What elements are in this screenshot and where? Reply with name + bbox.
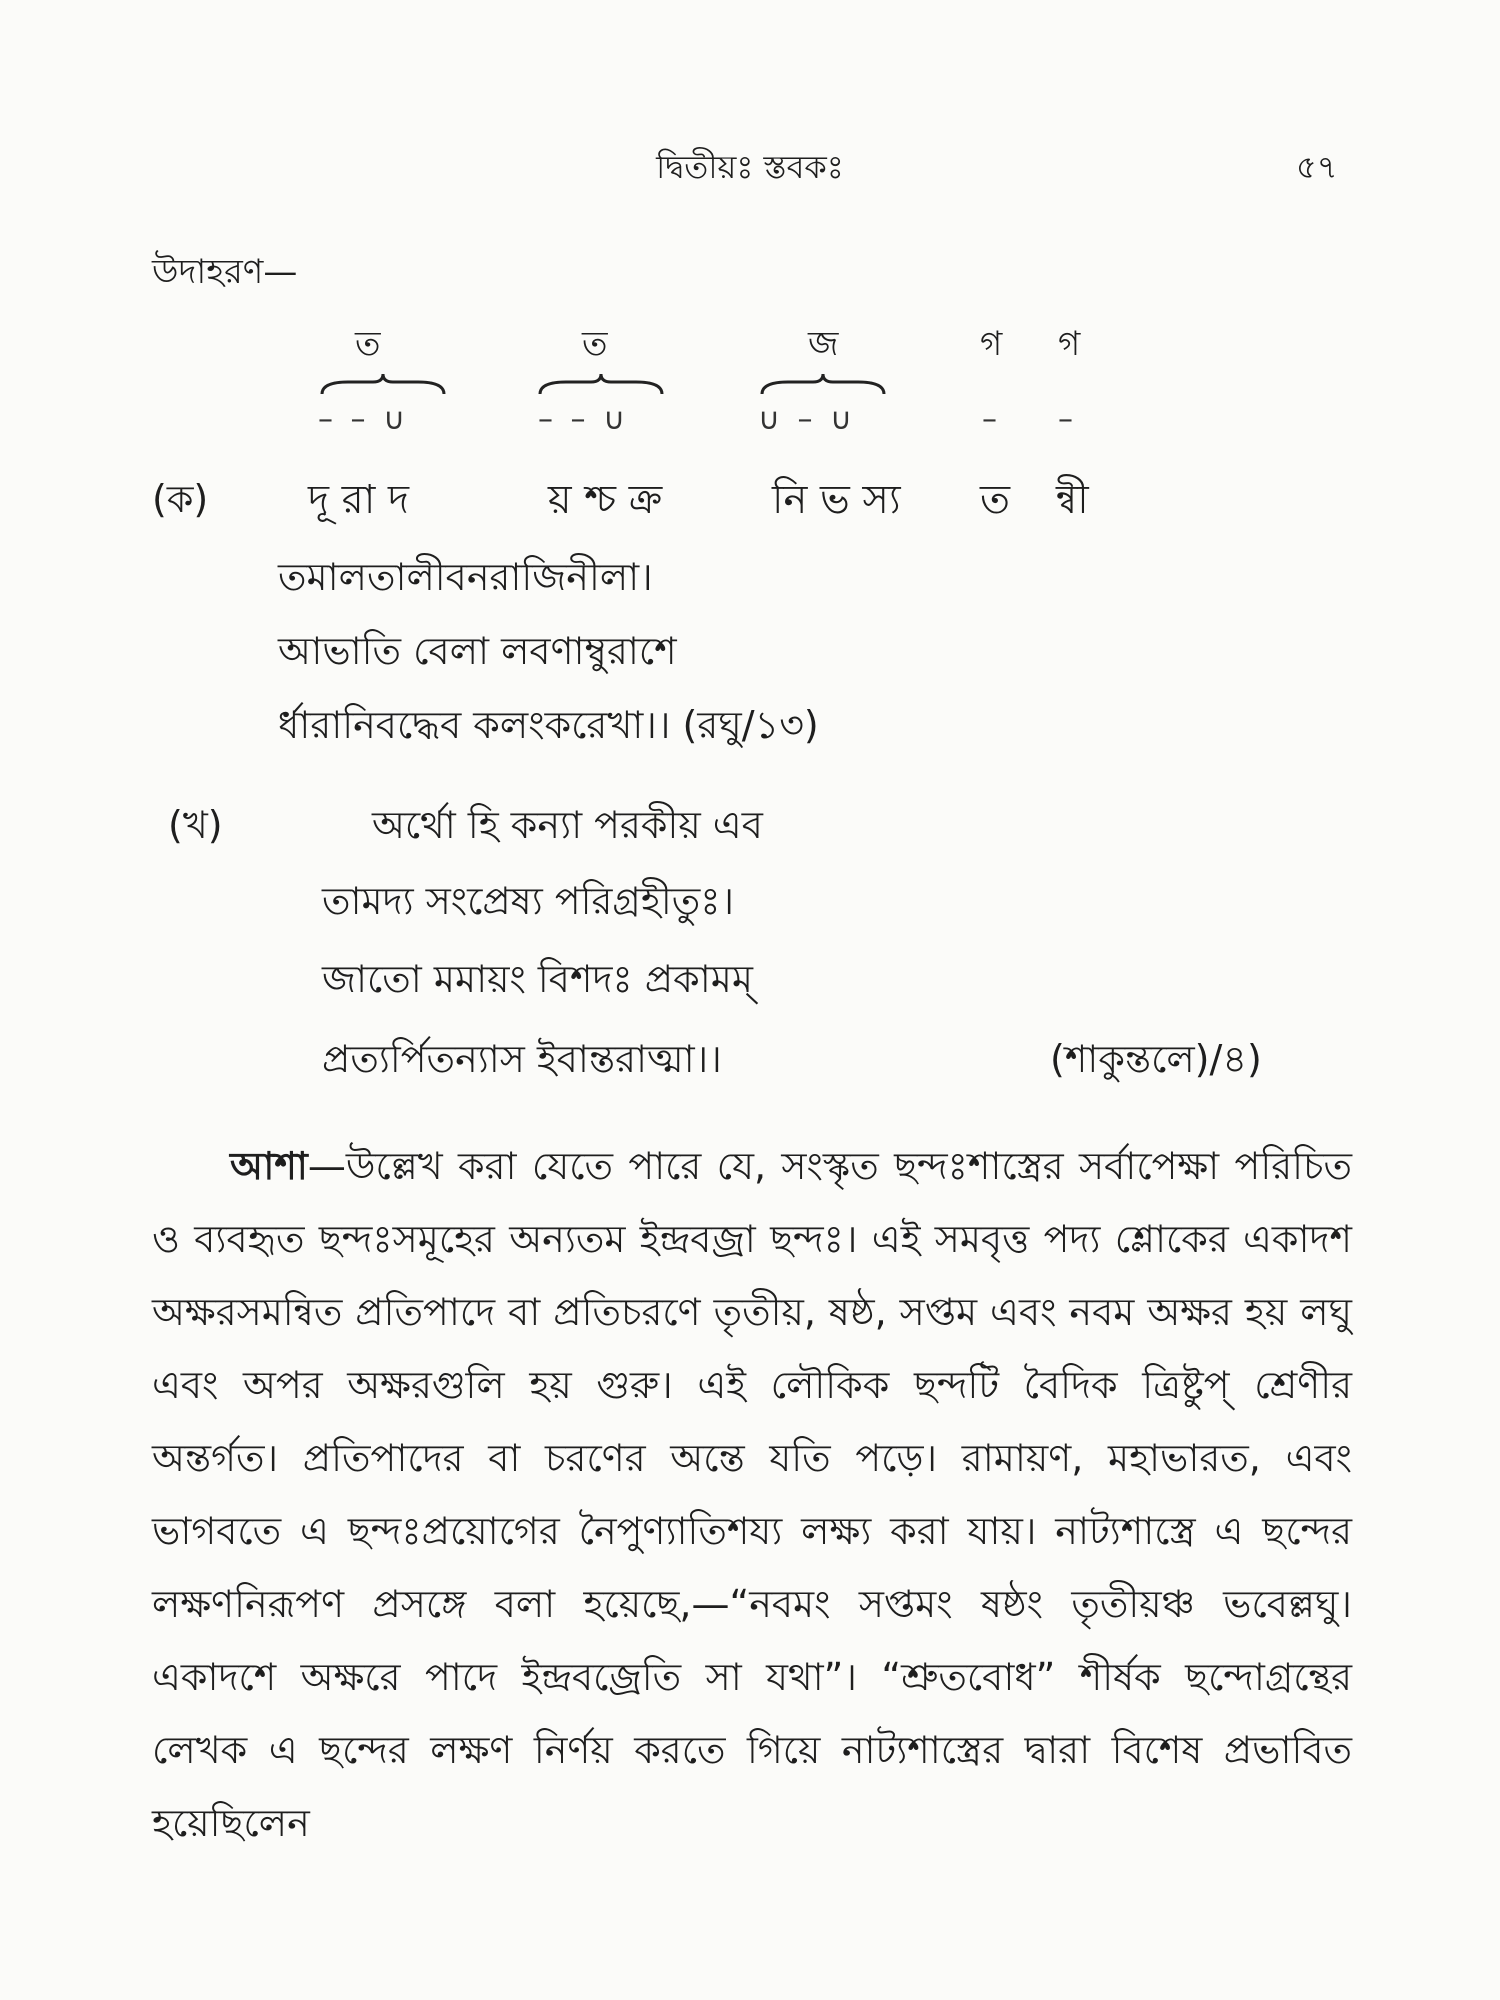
example-label: উদাহরণ— xyxy=(152,252,298,292)
verse-label-ka: (ক) xyxy=(152,477,209,521)
verse-line: র্ধারানিবদ্ধেব কলংকরেখা।। (রঘু/১৩) xyxy=(278,703,819,747)
gana-letter: গ xyxy=(980,324,1003,364)
scanned-syllables: ত xyxy=(980,477,1011,523)
verse-line: আভাতি বেলা লবণাম্বুরাশে xyxy=(278,629,677,673)
meter-mark: ∪ – ∪ xyxy=(758,402,856,437)
gana-letter: ত xyxy=(355,324,381,364)
scanned-syllables: য় শ্চ ক্র xyxy=(548,477,663,523)
verse-line: প্রত্যর্পিতন্যাস ইবান্তরাত্মা।। xyxy=(322,1037,722,1081)
paragraph-lead: আশা xyxy=(230,1144,308,1188)
scanned-syllables: নি ভ স্য xyxy=(772,477,901,523)
body-paragraph xyxy=(152,1130,1352,1860)
scanned-syllables: দূ রা দ xyxy=(308,477,410,523)
gana-letter: জ xyxy=(808,324,839,364)
scanned-syllables: ন্বী xyxy=(1056,477,1089,523)
running-header: দ্বিতীয়ঃ স্তবকঃ xyxy=(656,148,844,186)
verse-label-kha: (খ) xyxy=(168,803,223,847)
verse-line: তামদ্য সংপ্রেষ্য পরিগ্রহীতুঃ। xyxy=(322,879,735,923)
gana-letter: গ xyxy=(1058,324,1081,364)
gana-letter: ত xyxy=(582,324,608,364)
verse-line: জাতো মমায়ং বিশদঃ প্রকামম্ xyxy=(322,957,753,1001)
meter-mark: – xyxy=(982,402,1001,437)
paragraph-text: —উল্লেখ করা যেতে পারে যে, সংস্কৃত ছন্দঃশাস্ত্রের সর্বাপেক্ষা পরিচিত ও ব্যবহৃত ছন্দঃসমূহের অন্যতম ইন্দ্রবজ্রা ছন্দঃ। এই সমবৃত্ত পদ্য শ্লোকের একাদশ অক্ষরসমন্বিত প্রতিপাদে বা প্রতিচরণে তৃতীয়, ষষ্ঠ, সপ্তম এবং নবম অক্ষর হয় লঘু এবং অপর অক্ষরগুলি হয় গুরু। এই লৌকিক ছন্দটি বৈদিক ত্রিষ্টুপ্ শ্রেণীর অন্তর্গত। প্রতিপাদের বা চরণের অন্তে যতি পড়ে। রামায়ণ, মহাভারত, এবং ভাগবতে এ ছন্দঃপ্রয়োগের নৈপুণ্যাতিশয্য লক্ষ্য করা যায়। নাট্যশাস্ত্রে এ ছন্দের লক্ষণনিরূপণ প্রসঙ্গে বলা হয়েছে,—“নবমং সপ্তমং ষষ্ঠং তৃতীয়ঞ্চ ভবেল্লঘু। একাদশে অক্ষরে পাদে ইন্দ্রবজ্রেতি সা যথা”। “শ্রুতবোধ” শীর্ষক ছন্দোগ্রন্থের লেখক এ ছন্দের লক্ষণ নির্ণয় করতে গিয়ে নাট্যশাস্ত্রের দ্বারা বিশেষ প্রভাবিত হয়েছিলেন xyxy=(152,1144,1352,1845)
meter-mark: – – ∪ xyxy=(318,402,410,437)
meter-mark: – – ∪ xyxy=(538,402,630,437)
grouping-brace xyxy=(758,374,888,398)
page-number: ৫৭ xyxy=(1296,148,1338,186)
verse-line: তমালতালীবনরাজিনীলা। xyxy=(278,555,653,599)
verse-source: (শাকুন্তলে)/৪) xyxy=(1050,1037,1262,1081)
grouping-brace xyxy=(536,374,666,398)
meter-mark: – xyxy=(1058,402,1077,437)
grouping-brace xyxy=(318,374,448,398)
verse-line: অর্থো হি কন্যা পরকীয় এব xyxy=(372,803,763,847)
